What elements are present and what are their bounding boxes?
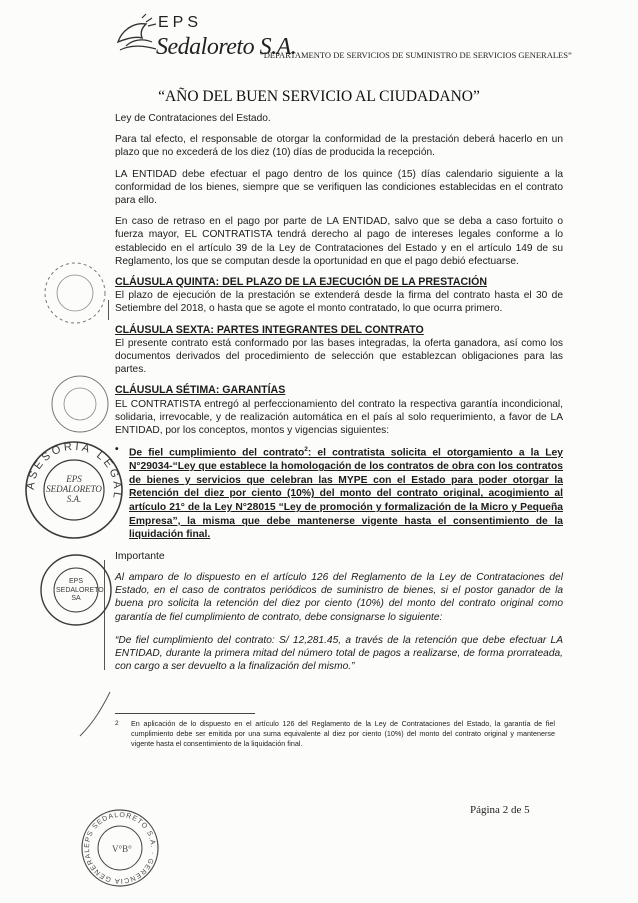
clause-heading-sexta: CLÁUSULA SEXTA: PARTES INTEGRANTES DEL CONTRATO — [115, 323, 424, 336]
pen-stroke — [74, 690, 114, 740]
stamp-vb-text: V°B° — [112, 844, 132, 854]
stamp-bottom — [78, 806, 162, 890]
guarantee-item — [115, 443, 563, 542]
footnote-ref: 2 — [304, 446, 308, 454]
clause-heading-quinta: CLÁUSULA QUINTA: DEL PLAZO DE LA EJECUCIÓN DE LA PRESTACIÓN — [115, 276, 487, 289]
year-title: “AÑO DEL BUEN SERVICIO AL CIUDADANO” — [158, 88, 480, 105]
important-paragraph: Al amparo de lo dispuesto en el artículo 126 del Reglamento de la Ley de Contrataciones del Estado, en el caso de contratos periódicos de suministro de bienes, si el postor ganador de la buena pro solicita la retención del diez por ciento (10%) del monto del contrato original como garantía de fiel cumplimiento de contrato, debe consignarse lo siguiente: — [115, 572, 563, 623]
stamp-asesoria-legal — [22, 438, 126, 542]
paragraph: En caso de retraso en el pago por parte de LA ENTIDAD, salvo que se deba a caso fortuito o fuerza mayor, EL CONTRATISTA tendrá derecho al pago de intereses legales conforme a lo establecido en el artículo 39 de la Ley de Contrataciones del Estado y en el artículo 149 de su Reglamento, los que se computan desde la oportunidad en que el pago debió efectuarse. — [115, 216, 563, 267]
clause-heading-setima: CLÁUSULA SÉTIMA: GARANTÍAS — [115, 384, 286, 397]
footnote-text: En aplicación de lo dispuesto en el artículo 126 del Reglamento de la Ley de Contrataciones del Estado, la garantía de fiel cumplimiento debe ser emitida por una suma equivalente al diez por ciento (10%) del monto del contrato original y mantenerse vigente hasta el consentimiento de la liquidación final. — [131, 719, 555, 748]
guarantee-rest: : el contratista solicita el otorgamiento a la Ley N°29034-“Ley que establece la homologación de los contratos de obra con los contratos de bienes y servicios que celebran las MYPE con el Estado para poder otorgar la Retención del diez por ciento (10%) del monto del contrato original, acogimiento al artículo 21° de la Ley N°28015 “Ley de promoción y formalización de la Micro y Pequeña Empresa”, la misma que debe mantenerse vigente hasta el consentimiento de la liquidación final. — [129, 447, 563, 541]
bullet-icon: • — [115, 444, 119, 456]
important-heading: Importante — [115, 550, 165, 562]
stamp-ring-text: ASESORIA LEGAL — [24, 440, 124, 503]
stamp-ring-text: EPS SEDALORETO S.A. · GERENCIA GENERAL — [83, 811, 157, 885]
paragraph: LA ENTIDAD debe efectuar el pago dentro de los quince (15) días calendario siguiente a la conformidad de los bienes, siempre que se verifiquen las condiciones establecidas en el contrato para ello. — [115, 168, 563, 207]
guarantee-text — [129, 443, 563, 542]
paragraph: El plazo de ejecución de la prestación se extenderá desde la firma del contrato hasta el 30 de Setiembre del 2018, o hasta que se agote el monto contratado, lo que ocurra primero. — [115, 290, 563, 315]
footnote — [115, 719, 555, 749]
paragraph: EL CONTRATISTA entregó al perfeccionamiento del contrato la respectiva garantía incondicional, solidaria, irrevocable, y de realización automática en el país al solo requerimiento, a favor de LA ENTIDAD, por los conceptos, montos y vigencias siguientes: — [115, 398, 563, 437]
letterhead — [100, 4, 572, 82]
stamp-center-text: EPS SEDALORETO S.A. — [46, 474, 102, 504]
paragraph: Para tal efecto, el responsable de otorgar la conformidad de la prestación deberá hacerlo en un plazo que no excederá de los diez (10) días de producida la recepción. — [115, 134, 563, 159]
page-number: Página 2 de 5 — [470, 804, 530, 816]
paragraph: El presente contrato está conformado por las bases integradas, la oferta ganadora, así como los documentos derivados del procedimiento de selección que establezcan obligaciones para las partes. — [115, 337, 563, 376]
footnote-divider — [115, 713, 255, 714]
paragraph: Ley de Contrataciones del Estado. — [115, 113, 271, 124]
stamp-gerencia — [38, 552, 114, 628]
footnote-number: 2 — [115, 720, 119, 727]
stamp-faint — [48, 372, 112, 436]
brand-eps: EPS — [158, 14, 203, 31]
important-quote: “De fiel cumplimiento del contrato: S/ 12,281.45, a través de la retención que debe efectuar LA ENTIDAD, durante la primera mitad del número total de pagos a realizarse, de forma prorrateada, con cargo a ser devuelto a la finalización del mismo.” — [115, 634, 563, 673]
department-name: “DEPARTAMENTO DE SERVICIOS DE SUMINISTRO DE SERVICIOS GENERALES” — [260, 50, 572, 60]
company-logo-icon — [112, 12, 160, 54]
stamp-center-text: EPS SEDALORETO SA — [56, 578, 104, 602]
stamp-faint — [40, 258, 110, 328]
brand-name: Sedaloreto S.A. — [156, 34, 297, 60]
guarantee-lead: De fiel cumplimiento del contrato — [129, 447, 305, 459]
contract-body — [115, 112, 563, 683]
